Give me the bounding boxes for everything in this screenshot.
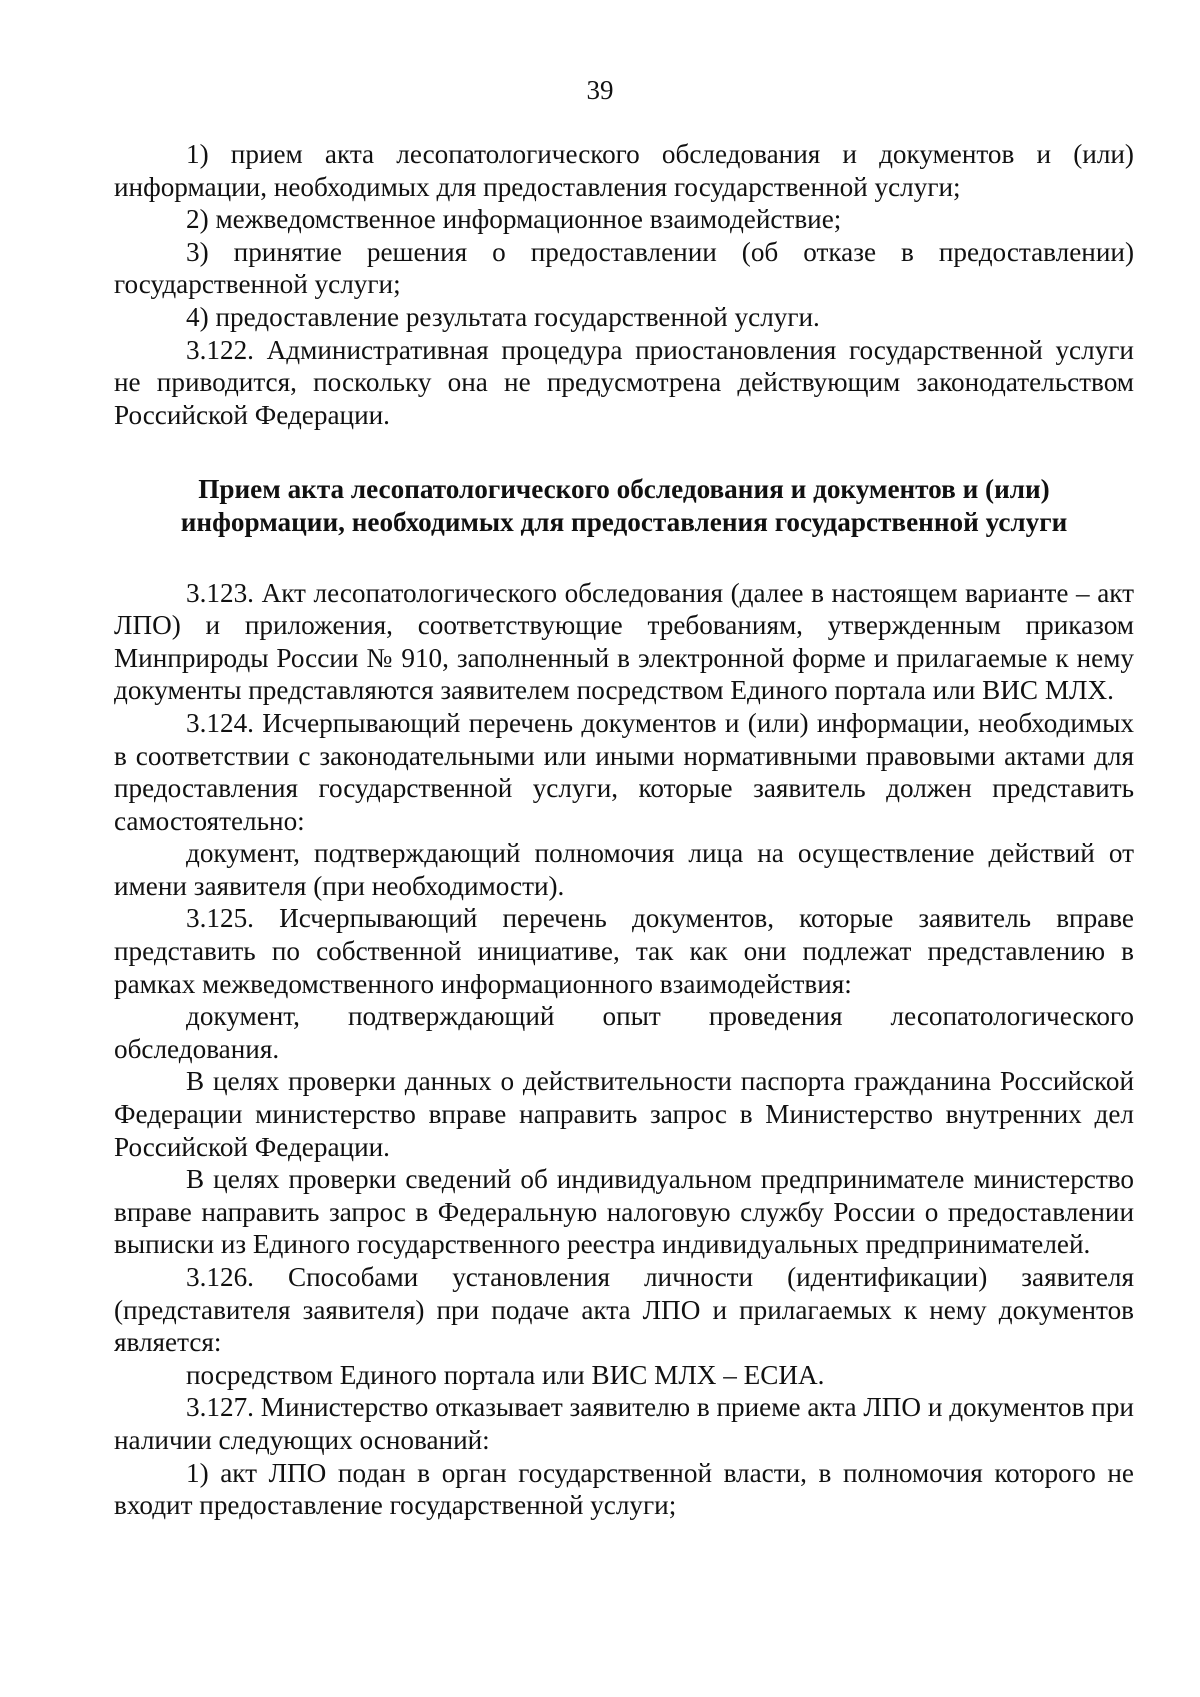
clause-3-126: 3.126. Способами установления личности (идентификации) заявителя (представителя заявителя) при подаче акта ЛПО и прилагаемых к нему документов является: [114,1262,1134,1358]
section-heading: Прием акта лесопатологического обследования и документов и (или) информации, необходимых для предоставления государственной услуги [180,474,1068,537]
list-item-3: 3) принятие решения о предоставлении (об отказе в предоставлении) государственной услуги; [114,236,1134,300]
list-item-1: 1) прием акта лесопатологического обследования и документов и (или) информации, необходимых для предоставления государственной услуги; [114,139,1134,202]
clause-3-126-item: посредством Единого портала или ВИС МЛХ – ЕСИА. [186,1359,825,1390]
list-item-2: 2) межведомственное информационное взаимодействие; [186,204,842,235]
clause-3-127: 3.127. Министерство отказывает заявителю в приеме акта ЛПО и документов при наличии следующих оснований: [114,1392,1134,1455]
clause-3-127-item-1: 1) акт ЛПО подан в орган государственной власти, в полномочия которого не входит предоставление государственной услуги; [114,1457,1134,1521]
clause-3-125-item: документ, подтверждающий опыт проведения лесопатологического обследования. [114,1001,1134,1064]
document-body [114,138,1134,1522]
passport-check-paragraph: В целях проверки данных о действительности паспорта гражданина Российской Федерации министерство вправе направить запрос в Министерство внутренних дел Российской Федерации. [114,1066,1134,1162]
clause-3-122: 3.122. Административная процедура приостановления государственной услуги не приводится, поскольку она не предусмотрена действующим законодательством Российской Федерации. [114,334,1134,430]
list-item-4: 4) предоставление результата государственной услуги. [186,301,820,332]
clause-3-123: 3.123. Акт лесопатологического обследования (далее в настоящем варианте – акт ЛПО) и приложения, соответствующие требованиям, утвержденным приказом Минприроды России № 910, заполненный в электронной форме и прилагаемые к нему документы представляются заявителем посредством Единого портала или ВИС МЛХ. [114,577,1134,706]
clause-3-125: 3.125. Исчерпывающий перечень документов, которые заявитель вправе представить по собственной инициативе, так как они подлежат представлению в рамках межведомственного информационного взаимодействия: [114,903,1134,999]
page-number: 39 [586,75,614,105]
clause-3-124-item: документ, подтверждающий полномочия лица на осуществление действий от имени заявителя (при необходимости). [114,838,1134,901]
entrepreneur-check-paragraph: В целях проверки сведений об индивидуальном предпринимателе министерство вправе направить запрос в Федеральную налоговую службу России о предоставлении выписки из Единого государственного реестра индивидуальных предпринимателей. [114,1164,1134,1260]
clause-3-124: 3.124. Исчерпывающий перечень документов и (или) информации, необходимых в соответствии с законодательными или иными нормативными правовыми актами для предоставления государственной услуги, которые заявитель должен представить самостоятельно: [114,707,1134,836]
